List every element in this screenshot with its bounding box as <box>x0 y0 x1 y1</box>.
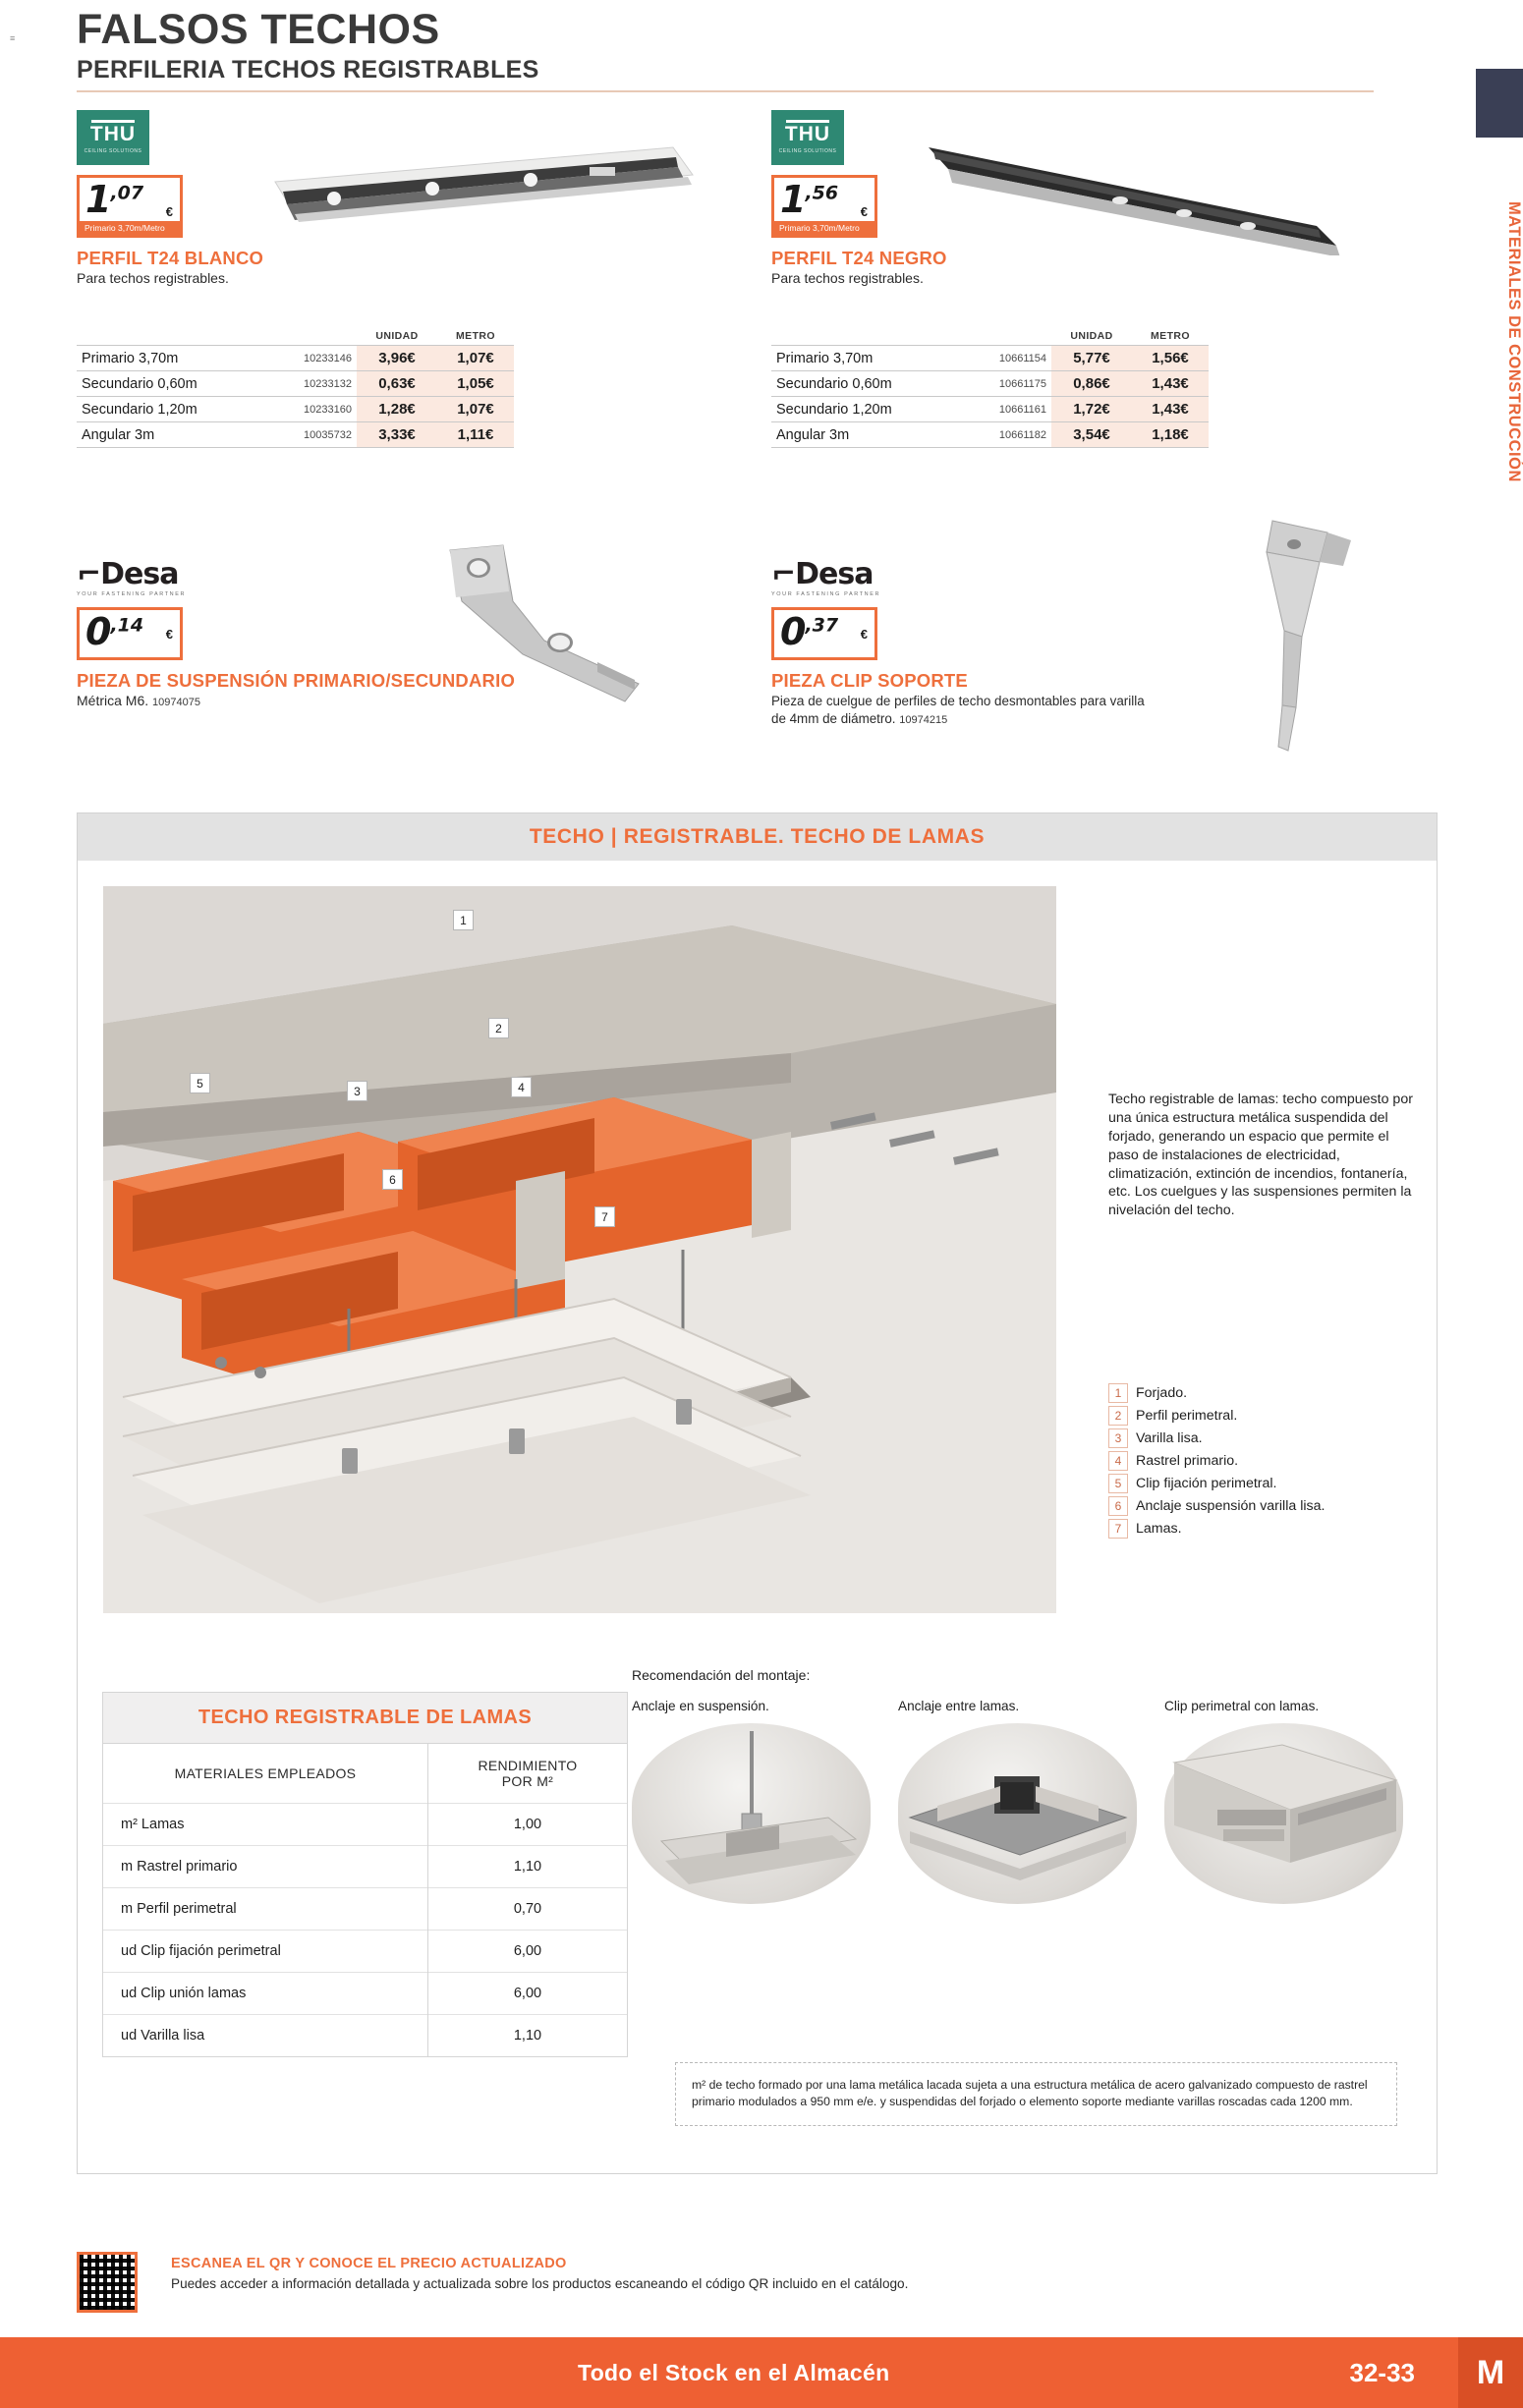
cell-yield: 1,00 <box>427 1804 627 1846</box>
price-integer: 0 <box>780 610 806 653</box>
cell-material: ud Clip unión lamas <box>103 1973 427 2015</box>
callout-5: 5 <box>190 1073 210 1093</box>
materials-row <box>103 1931 627 1973</box>
product-subtitle: Para techos registrables. <box>771 270 924 287</box>
cell-code: 10661175 <box>948 371 1051 397</box>
cell-code: 10661182 <box>948 422 1051 448</box>
callout-2: 2 <box>488 1018 509 1038</box>
ceiling-diagram-svg <box>103 886 1056 1613</box>
product-description <box>771 693 1194 727</box>
t24-negro-illustration <box>924 128 1346 255</box>
table-row <box>77 371 514 397</box>
page-subtitle: PERFILERIA TECHOS REGISTRABLES <box>77 56 539 84</box>
desa-logo-subtext: YOUR FASTENING PARTNER <box>77 591 187 597</box>
legend-item <box>1108 1383 1423 1403</box>
cell-metro: 1,43€ <box>1132 371 1209 397</box>
cell-name: Secundario 1,20m <box>77 397 254 422</box>
table-row <box>771 422 1209 448</box>
cell-code: 10233132 <box>254 371 357 397</box>
cell-material: m Rastrel primario <box>103 1846 427 1888</box>
footer-logo-icon: M <box>1458 2337 1523 2408</box>
legend-number: 3 <box>1108 1428 1128 1448</box>
cell-material: ud Varilla lisa <box>103 2015 427 2057</box>
montage-title: Recomendación del montaje: <box>632 1667 811 1683</box>
th-metro: METRO <box>1151 330 1190 342</box>
cell-name: Angular 3m <box>77 422 254 448</box>
desa-logo-name: Desa <box>795 557 874 591</box>
legend-number: 1 <box>1108 1383 1128 1403</box>
th-materiales: MATERIALES EMPLEADOS <box>103 1744 427 1804</box>
cell-unidad: 3,33€ <box>357 422 437 448</box>
th-blank1 <box>77 330 254 346</box>
cell-name: Secundario 1,20m <box>771 397 948 422</box>
table-header-row <box>77 330 514 346</box>
table-row <box>77 422 514 448</box>
product-photo-t24-blanco <box>265 138 698 246</box>
cell-name: Primario 3,70m <box>77 346 254 371</box>
desa-logo-subtext: YOUR FASTENING PARTNER <box>771 591 881 597</box>
price-integer: 0 <box>85 610 111 653</box>
callout-3: 3 <box>347 1081 367 1101</box>
product-desc-line2: de 4mm de diámetro. <box>771 710 896 726</box>
price-decimal: ,56 <box>805 182 839 204</box>
qr-strip <box>77 2252 1442 2328</box>
currency-symbol: € <box>860 627 868 643</box>
legend-list <box>1108 1383 1423 1541</box>
materials-row <box>103 2015 627 2057</box>
legend-label: Lamas. <box>1136 1521 1182 1537</box>
callout-4: 4 <box>511 1077 532 1097</box>
brand-logo-desa <box>77 557 214 599</box>
cell-material: ud Clip fijación perimetral <box>103 1931 427 1973</box>
materials-table <box>102 1692 628 2057</box>
table-header-row <box>771 330 1209 346</box>
price-tag <box>77 607 183 660</box>
callout-6: 6 <box>382 1169 403 1190</box>
price-integer: 1 <box>85 178 111 221</box>
price-decimal: ,14 <box>110 614 144 637</box>
legend-label: Varilla lisa. <box>1136 1430 1203 1446</box>
table-row <box>771 346 1209 371</box>
table-row <box>771 371 1209 397</box>
product-spec: Métrica M6. <box>77 693 149 709</box>
product-photo-t24-negro <box>924 128 1346 255</box>
legend-item <box>1108 1496 1423 1516</box>
cell-metro: 1,05€ <box>437 371 514 397</box>
th-metro: METRO <box>456 330 495 342</box>
legend-label: Anclaje suspensión varilla lisa. <box>1136 1498 1326 1514</box>
cell-code: 10233146 <box>254 346 357 371</box>
price-note: Primario 3,70m/Metro <box>80 221 180 235</box>
cell-name: Primario 3,70m <box>771 346 948 371</box>
legend-number: 6 <box>1108 1496 1128 1516</box>
cell-code: 10233160 <box>254 397 357 422</box>
price-tag <box>771 175 877 238</box>
montage-caption: Anclaje en suspensión. <box>632 1699 769 1713</box>
brand-logo-thu <box>77 110 149 165</box>
product-title: PIEZA CLIP SOPORTE <box>771 670 968 692</box>
price-value <box>85 178 174 221</box>
page-header <box>77 8 1403 92</box>
price-value <box>85 610 174 653</box>
currency-symbol: € <box>165 627 173 643</box>
th-rendimiento <box>427 1744 627 1804</box>
montage-recommendation <box>632 1667 1408 1904</box>
desa-logo-name: Desa <box>100 557 179 591</box>
cell-unidad: 5,77€ <box>1051 346 1132 371</box>
price-table-t24-blanco <box>77 330 514 448</box>
price-tag <box>77 175 183 238</box>
qr-description: Puedes acceder a información detallada y actualizada sobre los productos escaneando el código QR incluido en el catálogo. <box>171 2276 909 2291</box>
legend-item <box>1108 1406 1423 1426</box>
legend-item <box>1108 1451 1423 1471</box>
price-value <box>780 610 869 653</box>
legend-label: Rastrel primario. <box>1136 1453 1239 1469</box>
cell-name: Secundario 0,60m <box>771 371 948 397</box>
angle-bracket-illustration <box>432 540 688 707</box>
th-rendimiento-line1: RENDIMIENTO <box>478 1758 578 1773</box>
price-decimal: ,37 <box>805 614 839 637</box>
footnote-box: m² de techo formado por una lama metálica lacada sujeta a una estructura metálica de acero galvanizado compuesto de rastrel primario modulados a 950 mm e/e. y suspendidas del forjado o elemento soporte mediante varillas roscadas cada 1200 mm. <box>675 2062 1397 2126</box>
currency-symbol: € <box>165 204 173 220</box>
cell-metro: 1,07€ <box>437 397 514 422</box>
product-photo-clip-soporte <box>1233 511 1410 766</box>
product-subtitle: Para techos registrables. <box>77 270 229 287</box>
th-unidad: UNIDAD <box>375 330 419 342</box>
montage-photo-clip-perimetral <box>1164 1723 1403 1904</box>
cell-unidad: 0,86€ <box>1051 371 1132 397</box>
product-ref: 10974215 <box>899 713 948 726</box>
header-divider <box>77 90 1374 92</box>
legend-item <box>1108 1474 1423 1493</box>
cell-yield: 1,10 <box>427 1846 627 1888</box>
materials-header-row <box>103 1744 627 1804</box>
page-edge-mark: ≡ <box>10 33 16 43</box>
legend-item <box>1108 1519 1423 1539</box>
montage-item <box>1164 1699 1403 1904</box>
page-number: 32-33 <box>1349 2357 1415 2387</box>
qr-title: ESCANEA EL QR Y CONOCE EL PRECIO ACTUALIZADO <box>171 2256 567 2271</box>
thu-logo-subtext: CEILING SOLUTIONS <box>84 148 142 155</box>
product-title: PERFIL T24 BLANCO <box>77 248 264 269</box>
product-desc-line1: Pieza de cuelgue de perfiles de techo desmontables para varilla <box>771 694 1145 709</box>
desa-logo-text: ⌐Desa <box>771 557 874 591</box>
cell-yield: 1,10 <box>427 2015 627 2057</box>
montage-svg-3 <box>1164 1723 1403 1904</box>
cell-material: m² Lamas <box>103 1804 427 1846</box>
price-table-t24-negro <box>771 330 1209 448</box>
section-description: Techo registrable de lamas: techo compuesto por una única estructura metálica suspendida del forjado, generando un espacio que permite el paso de instalaciones de electricidad, climatización, extinción de incendios, fontanería, etc. Los cuelgues y las suspensiones permiten la nivelación del techo. <box>1108 1092 1413 1219</box>
cell-metro: 1,07€ <box>437 346 514 371</box>
legend-number: 2 <box>1108 1406 1128 1426</box>
table-row <box>77 346 514 371</box>
desa-logo-text: ⌐Desa <box>77 557 179 591</box>
table-row <box>77 397 514 422</box>
cell-unidad: 3,96€ <box>357 346 437 371</box>
footer-text: Todo el Stock en el Almacén <box>578 2359 890 2385</box>
thu-logo-text: THU <box>784 123 831 146</box>
product-title: PERFIL T24 NEGRO <box>771 248 947 269</box>
montage-item <box>632 1699 871 1904</box>
callout-7: 7 <box>594 1206 615 1227</box>
cell-unidad: 1,72€ <box>1051 397 1132 422</box>
currency-symbol: € <box>860 204 868 220</box>
cell-metro: 1,11€ <box>437 422 514 448</box>
th-unidad: UNIDAD <box>1070 330 1113 342</box>
cell-code: 10661161 <box>948 397 1051 422</box>
price-tag <box>771 607 877 660</box>
th-blank1 <box>771 330 948 346</box>
product-ref: 10974075 <box>152 697 200 709</box>
montage-photo-anclaje-entre-lamas <box>898 1723 1137 1904</box>
cell-code: 10661154 <box>948 346 1051 371</box>
montage-svg-1 <box>632 1723 871 1904</box>
legend-label: Forjado. <box>1136 1385 1188 1401</box>
side-tab-cap <box>1476 69 1523 138</box>
side-tab-label: MATERIALES DE CONSTRUCCIÓN <box>1505 201 1523 482</box>
page-title: FALSOS TECHOS <box>77 6 440 53</box>
th-blank2 <box>254 330 357 346</box>
cell-name: Secundario 0,60m <box>77 371 254 397</box>
cell-yield: 6,00 <box>427 1931 627 1973</box>
price-note: Primario 3,70m/Metro <box>774 221 874 235</box>
cell-unidad: 3,54€ <box>1051 422 1132 448</box>
materials-row <box>103 1846 627 1888</box>
t24-blanco-illustration <box>265 138 698 246</box>
materials-row <box>103 1888 627 1931</box>
materials-row <box>103 1804 627 1846</box>
price-integer: 1 <box>780 178 806 221</box>
montage-item <box>898 1699 1137 1904</box>
price-value <box>780 178 869 221</box>
thu-logo-subtext: CEILING SOLUTIONS <box>778 148 837 155</box>
th-blank2 <box>948 330 1051 346</box>
product-photo-pieza-suspension <box>432 540 688 707</box>
clip-support-illustration <box>1233 511 1410 766</box>
cell-metro: 1,56€ <box>1132 346 1209 371</box>
montage-photo-anclaje-suspension <box>632 1723 871 1904</box>
thu-logo-text: THU <box>89 123 137 146</box>
montage-svg-2 <box>898 1723 1137 1904</box>
cell-metro: 1,18€ <box>1132 422 1209 448</box>
cell-code: 10035732 <box>254 422 357 448</box>
montage-caption: Clip perimetral con lamas. <box>1164 1699 1320 1713</box>
materials-table-title: TECHO REGISTRABLE DE LAMAS <box>103 1693 627 1744</box>
cell-metro: 1,43€ <box>1132 397 1209 422</box>
cell-unidad: 1,28€ <box>357 397 437 422</box>
table-row <box>771 397 1209 422</box>
page-footer <box>0 2337 1523 2408</box>
section-heading: TECHO | REGISTRABLE. TECHO DE LAMAS <box>78 813 1437 861</box>
cell-unidad: 0,63€ <box>357 371 437 397</box>
brand-logo-desa <box>771 557 909 599</box>
montage-caption: Anclaje entre lamas. <box>898 1699 1020 1713</box>
cell-name: Angular 3m <box>771 422 948 448</box>
product-card-clip-soporte <box>771 557 1194 727</box>
ceiling-system-illustration <box>103 886 1056 1613</box>
legend-number: 5 <box>1108 1474 1128 1493</box>
legend-number: 4 <box>1108 1451 1128 1471</box>
cell-yield: 0,70 <box>427 1888 627 1931</box>
price-decimal: ,07 <box>110 182 144 204</box>
qr-code-icon <box>77 2252 138 2313</box>
cell-material: m Perfil perimetral <box>103 1888 427 1931</box>
cell-yield: 6,00 <box>427 1973 627 2015</box>
product-title: PIEZA DE SUSPENSIÓN PRIMARIO/SECUNDARIO <box>77 670 516 692</box>
legend-item <box>1108 1428 1423 1448</box>
legend-number: 7 <box>1108 1519 1128 1539</box>
materials-row <box>103 1973 627 2015</box>
qr-text-block <box>171 2256 908 2291</box>
brand-logo-thu <box>771 110 844 165</box>
section-side-tab <box>1476 69 1523 540</box>
legend-label: Clip fijación perimetral. <box>1136 1476 1277 1491</box>
legend-label: Perfil perimetral. <box>1136 1408 1238 1424</box>
th-rendimiento-line2: POR M² <box>501 1773 554 1789</box>
callout-1: 1 <box>453 910 474 930</box>
